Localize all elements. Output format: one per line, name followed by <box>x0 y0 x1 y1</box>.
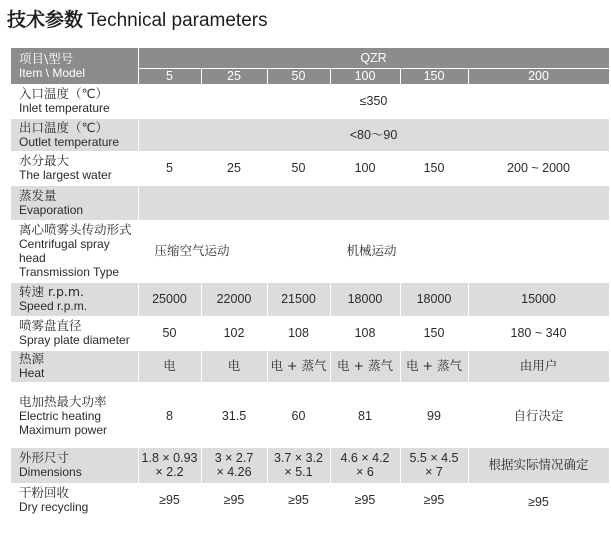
dim-line: × 6 <box>356 465 374 479</box>
table-cell: 150 <box>400 316 468 350</box>
row-outlet-temperature <box>11 118 609 151</box>
table-cell: 99 <box>400 382 468 447</box>
title-english: Technical parameters <box>87 10 268 31</box>
dim-line: 5.5 × 4.5 <box>409 451 459 465</box>
model-100: 100 <box>330 68 400 84</box>
label-cn: 蒸发量 <box>19 187 57 203</box>
dim-line: 1.8 × 0.93 <box>141 451 198 465</box>
header-label-cn: 项目\型号 <box>19 50 74 66</box>
label-electric-heating-power <box>11 382 138 447</box>
label-en: Evaporation <box>19 202 84 217</box>
model-25: 25 <box>201 68 267 84</box>
table-cell: 21500 <box>267 282 330 316</box>
value-compressed-air: 压缩空气运动 <box>138 220 330 282</box>
table-cell: 50 <box>138 316 201 350</box>
label-cn: 出口温度（℃） <box>19 119 109 135</box>
label-cn: 外形尺寸 <box>19 450 70 465</box>
table-cell: 60 <box>267 382 330 447</box>
label-heat <box>11 350 138 382</box>
label-en: Inlet temperature <box>19 101 110 115</box>
table-cell: 15000 <box>468 282 609 316</box>
value-mechanical: 机械运动 <box>330 220 609 282</box>
dim-line: × 4.26 <box>216 465 252 479</box>
label-en: Spray plate diameter <box>19 333 130 347</box>
table-cell: 25 <box>201 151 267 185</box>
dim-line: × 7 <box>425 465 443 479</box>
table-cell: 22000 <box>201 282 267 316</box>
table-cell <box>201 447 267 483</box>
table-cell: 电 + 蒸气 <box>400 350 468 382</box>
label-cn: 电加热最大功率 <box>19 394 107 409</box>
table-cell: 102 <box>201 316 267 350</box>
table-cell: 25000 <box>138 282 201 316</box>
dim-line: × 2.2 <box>155 465 184 479</box>
dim-line: × 5.1 <box>284 465 313 479</box>
label-en: Speed r.p.m. <box>19 299 88 313</box>
dim-line: 3 × 2.7 <box>214 451 254 465</box>
model-50: 50 <box>267 68 330 84</box>
label-en: Dimensions <box>19 465 82 479</box>
row-electric-heating-power <box>11 382 609 447</box>
label-cn: 干粉回收 <box>19 485 70 500</box>
label-evaporation <box>11 185 138 220</box>
parameters-table <box>11 48 610 518</box>
table-cell <box>400 447 468 483</box>
value-inlet-temperature: ≤350 <box>138 84 609 118</box>
row-dimensions <box>11 447 609 483</box>
table-cell: 150 <box>400 151 468 185</box>
row-inlet-temperature <box>11 84 609 118</box>
label-cn: 喷雾盘直径 <box>19 318 82 333</box>
table-cell: 电 <box>138 350 201 382</box>
table-cell: 8 <box>138 382 201 447</box>
table-cell: 5 <box>138 151 201 185</box>
table-cell: 电 + 蒸气 <box>267 350 330 382</box>
table-cell: 根据实际情况确定 <box>468 447 609 483</box>
table-cell: 电 + 蒸气 <box>330 350 400 382</box>
table-cell: 200 ~ 2000 <box>468 151 609 185</box>
model-group-header: QZR <box>138 48 609 68</box>
table-cell: 电 <box>201 350 267 382</box>
label-outlet-temperature <box>11 118 138 151</box>
model-150: 150 <box>400 68 468 84</box>
label-en: Transmission Type <box>19 265 120 279</box>
dim-line: 4.6 × 4.2 <box>340 451 390 465</box>
label-cn: 热源 <box>19 351 45 366</box>
row-spray-plate-diameter <box>11 316 609 350</box>
table-cell: ≥95 <box>400 483 468 517</box>
label-cn: 离心喷雾头传动形式 <box>19 222 132 237</box>
label-en: Heat <box>19 366 45 380</box>
value-outlet-temperature: <80～90 <box>138 118 609 151</box>
header-row-group <box>11 48 609 68</box>
table-cell: ≥95 <box>267 483 330 517</box>
row-heat <box>11 350 609 382</box>
label-en: Outlet temperature <box>19 134 120 149</box>
label-en: The largest water <box>19 168 112 182</box>
row-transmission-type <box>11 220 609 282</box>
label-en: Maximum power <box>19 423 108 437</box>
table-cell <box>267 447 330 483</box>
model-5: 5 <box>138 68 201 84</box>
table-cell <box>330 447 400 483</box>
label-spray-plate-diameter <box>11 316 138 350</box>
table-cell: ≥95 <box>330 483 400 517</box>
label-cn: 转速 r.p.m. <box>19 284 84 299</box>
table-cell: ≥95 <box>468 483 609 517</box>
row-evaporation <box>11 185 609 220</box>
header-item-model <box>11 48 138 84</box>
dim-line: 3.7 × 3.2 <box>274 451 323 465</box>
label-inlet-temperature <box>11 84 138 118</box>
header-label-en: Item \ Model <box>19 65 86 80</box>
table-cell: 108 <box>267 316 330 350</box>
page-title <box>7 5 268 33</box>
label-cn: 入口温度（℃） <box>19 86 109 101</box>
title-chinese: 技术参数 <box>7 9 84 31</box>
row-speed <box>11 282 609 316</box>
table-cell: 81 <box>330 382 400 447</box>
table-cell: 18000 <box>330 282 400 316</box>
table-cell: 由用户 <box>468 350 609 382</box>
table-cell: 50 <box>267 151 330 185</box>
label-dimensions <box>11 447 138 483</box>
table-cell: 108 <box>330 316 400 350</box>
label-largest-water <box>11 151 138 185</box>
evaporation-empty <box>138 185 609 220</box>
row-dry-recycling <box>11 483 609 517</box>
table-cell: 180 ~ 340 <box>468 316 609 350</box>
label-en: Dry recycling <box>19 500 89 514</box>
label-en: Centrifugal spray head <box>19 237 110 265</box>
table-cell: 18000 <box>400 282 468 316</box>
label-speed <box>11 282 138 316</box>
label-en: Electric heating <box>19 409 102 423</box>
table-cell: ≥95 <box>201 483 267 517</box>
table-cell: 自行决定 <box>468 382 609 447</box>
label-cn: 水分最大 <box>19 153 70 168</box>
table-cell: ≥95 <box>138 483 201 517</box>
label-dry-recycling <box>11 483 138 517</box>
table-cell <box>138 447 201 483</box>
model-200: 200 <box>468 68 609 84</box>
table-cell: 31.5 <box>201 382 267 447</box>
table-cell: 100 <box>330 151 400 185</box>
label-transmission-type <box>11 220 138 282</box>
row-largest-water <box>11 151 609 185</box>
